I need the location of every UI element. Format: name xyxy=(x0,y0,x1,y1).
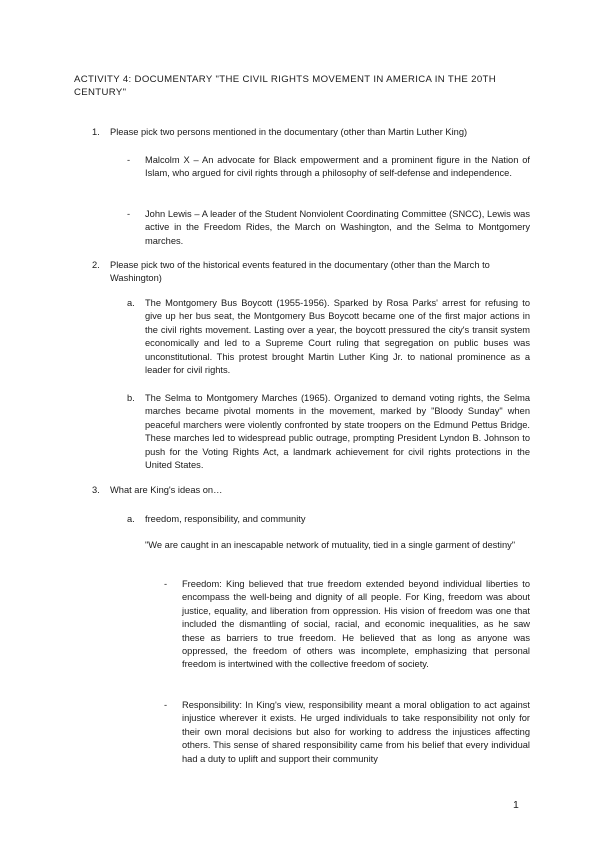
quote xyxy=(145,539,530,552)
list-item xyxy=(127,154,530,181)
list-item xyxy=(127,392,530,472)
list-item-text: Malcolm X – An advocate for Black empowerment and a prominent figure in the Nation of Islam, who argued for civil rights through a philosophy of self-defense and independence. xyxy=(145,155,530,179)
bullet-marker: - xyxy=(164,700,168,710)
item-marker: b. xyxy=(127,393,135,403)
bullet-marker: - xyxy=(127,209,131,219)
bullet-marker: - xyxy=(164,579,168,589)
document-title: ACTIVITY 4: DOCUMENTARY "THE CIVIL RIGHTS MOVEMENT IN AMERICA IN THE 20TH CENTURY" xyxy=(74,74,497,98)
list-item-text: Freedom: King believed that true freedom extended beyond individual liberties to encompass the well-being and dignity of all people. For King, freedom was about justice, equality, and liberation from oppression. His vision of freedom was one that included the dismantling of social, racial, and economic inequalities, as he saw these as barriers to true freedom. He believed that as long as anyone was oppressed, the freedom of others was incomplete, emphasizing that personal freedom is intertwined with the collective freedom of society. xyxy=(182,579,530,670)
list-item-text: The Montgomery Bus Boycott (1955-1956). Sparked by Rosa Parks' arrest for refusing to give up her bus seat, the Montgomery Bus Boycott became one of the first major actions in the civil rights movement. Lasting over a year, the boycott pressured the city's transit system economically and led to a Supreme Court ruling that segregation on public buses was unconstitutional. This protest brought Martin Luther King Jr. to national prominence as a leader for civil rights. xyxy=(145,298,530,376)
list-item xyxy=(127,297,530,377)
page-number: 1 xyxy=(513,799,519,811)
list-item xyxy=(164,699,530,766)
list-item xyxy=(164,578,530,672)
bullet-marker: - xyxy=(127,155,131,165)
question-text: What are King's ideas on… xyxy=(110,485,223,495)
question-number: 2. xyxy=(92,260,100,270)
question-number: 1. xyxy=(92,127,100,137)
quote-text: "We are caught in an inescapable network of mutuality, tied in a single garment of destiny" xyxy=(145,540,516,550)
question-number: 3. xyxy=(92,485,100,495)
item-marker: a. xyxy=(127,514,135,524)
sub-question-text: freedom, responsibility, and community xyxy=(145,514,306,524)
question-text: Please pick two persons mentioned in the documentary (other than Martin Luther King) xyxy=(110,127,468,137)
question-2 xyxy=(92,259,530,286)
item-marker: a. xyxy=(127,298,135,308)
list-item-text: The Selma to Montgomery Marches (1965). Organized to demand voting rights, the Selma marches became pivotal moments in the movement, marked by "Bloody Sunday" when peaceful marchers were violently confronted by state troopers on the Edmund Pettus Bridge. These marches led to widespread public outrage, prompting President Lyndon B. Johnson to push for the Voting Rights Act, a landmark achievement for civil rights protections in the United States. xyxy=(145,393,530,471)
list-item-text: Responsibility: In King's view, responsibility meant a moral obligation to act against injustice wherever it exists. He urged individuals to take responsibility not only for their own moral decisions but also for working to address the injustices affecting others. This sense of shared responsibility came from his belief that every individual had a duty to uplift and support their community xyxy=(182,700,530,764)
question-text: Please pick two of the historical events featured in the documentary (other than the March to Washington) xyxy=(110,260,490,284)
list-item-text: John Lewis – A leader of the Student Nonviolent Coordinating Committee (SNCC), Lewis was active in the Freedom Rides, the March on Washington, and the Selma to Montgomery marches. xyxy=(145,209,530,246)
list-item xyxy=(127,208,530,248)
